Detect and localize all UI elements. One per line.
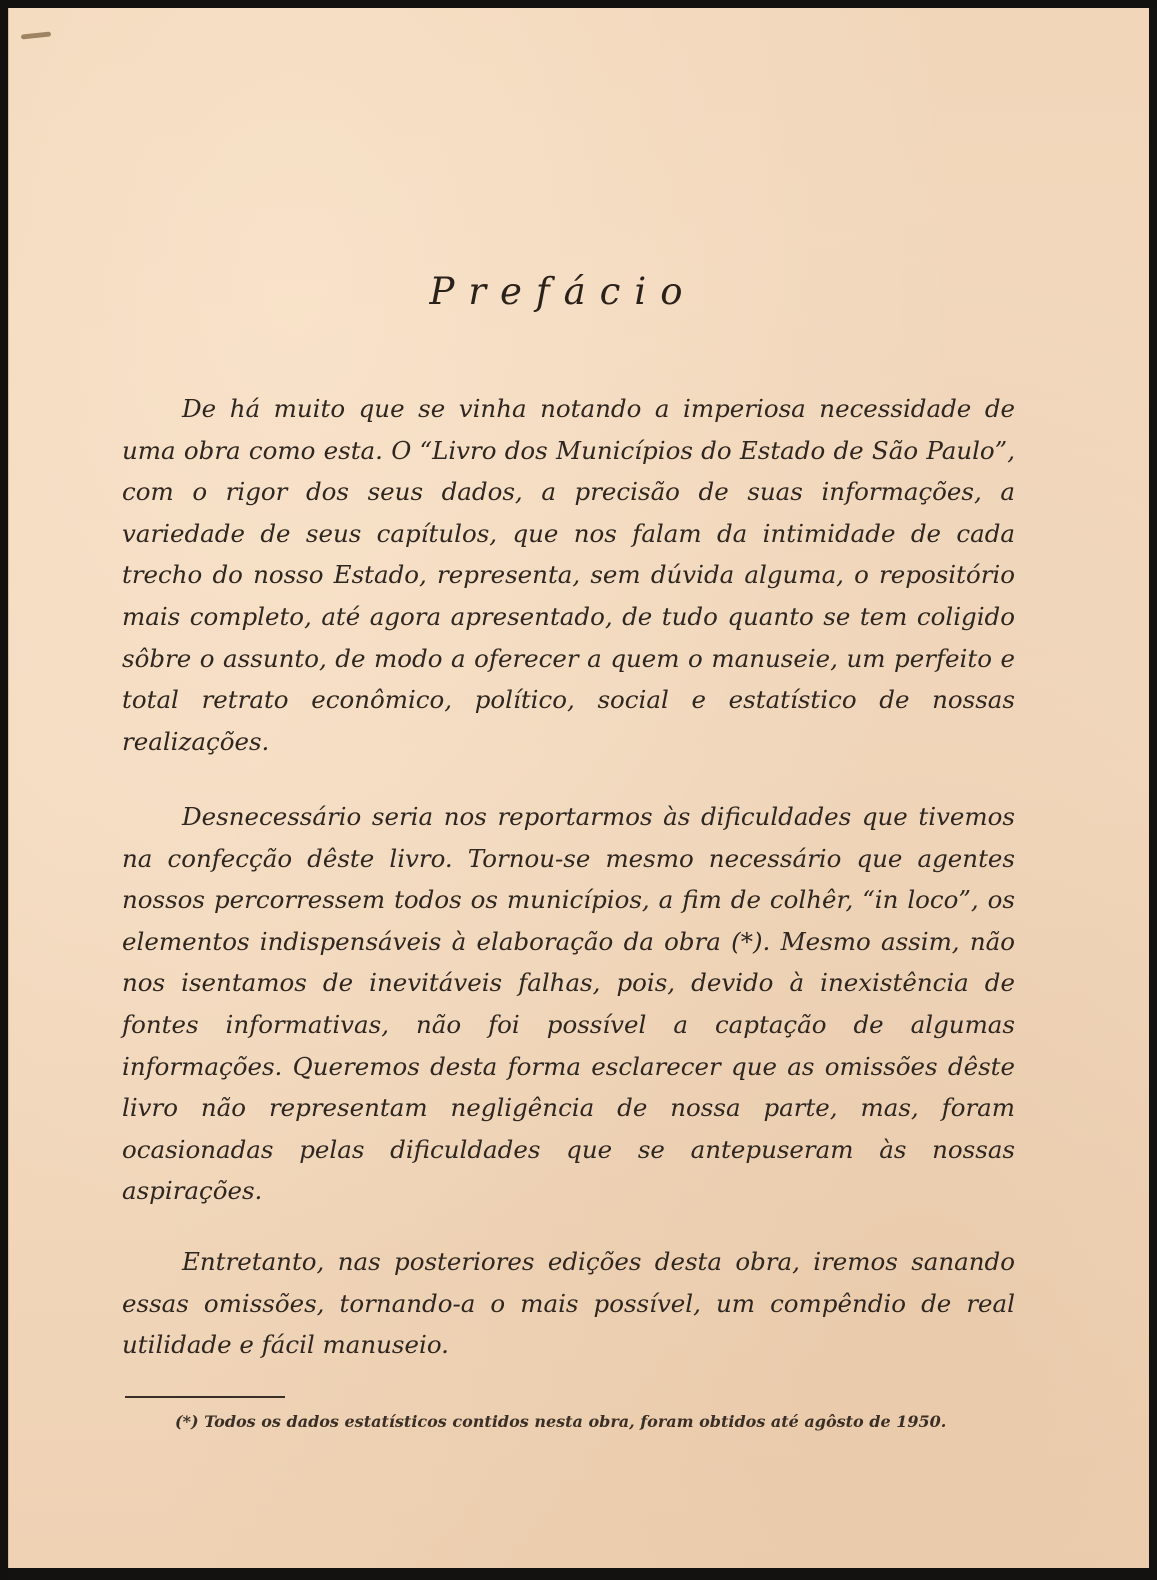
paper-stain — [21, 31, 51, 39]
scan-border-left — [0, 0, 8, 1580]
footnote-divider — [125, 1396, 285, 1398]
footnote: (*) Todos os dados estatísticos contidos nesta obra, foram obtidos até agôsto de 1950. — [175, 1412, 947, 1431]
scan-border-top — [0, 0, 1157, 8]
book-page — [8, 8, 1149, 1568]
page-title: Prefácio — [429, 270, 697, 313]
paragraph-2: Desnecessário seria nos reportarmos às dificuldades que tivemos na confecção dêste livro. Tornou-se mesmo necessário que agentes nossos percorressem todos os municípios, a fim de colhêr, “in loco”, os elementos indispensáveis à elaboração da obra (*). Mesmo assim, não nos isentamos de inevitáveis falhas, pois, devido à inexistência de fontes informativas, não foi possível a captação de algumas informações. Queremos desta forma esclarecer que as omissões dêste livro não representam negligência de nossa parte, mas, foram ocasionadas pelas dificuldades que se antepuseram às nossas aspirações. — [122, 802, 1015, 1206]
paragraph-3: Entretanto, nas posteriores edições desta obra, iremos sanando essas omissões, tornando-a o mais possível, um compêndio de real utilidade e fácil manuseio. — [122, 1247, 1015, 1360]
paragraph-1: De há muito que se vinha notando a imperiosa necessidade de uma obra como esta. O “Livro dos Municípios do Estado de São Paulo”, com o rigor dos seus dados, a precisão de suas informações, a variedade de seus capítulos, que nos falam da intimidade de cada trecho do nosso Estado, representa, sem dúvida alguma, o repositório mais completo, até agora apresentado, de tudo quanto se tem coligido sôbre o assunto, de modo a oferecer a quem o manuseie, um perfeito e total retrato econômico, político, social e estatístico de nossas realizações. — [122, 394, 1015, 756]
